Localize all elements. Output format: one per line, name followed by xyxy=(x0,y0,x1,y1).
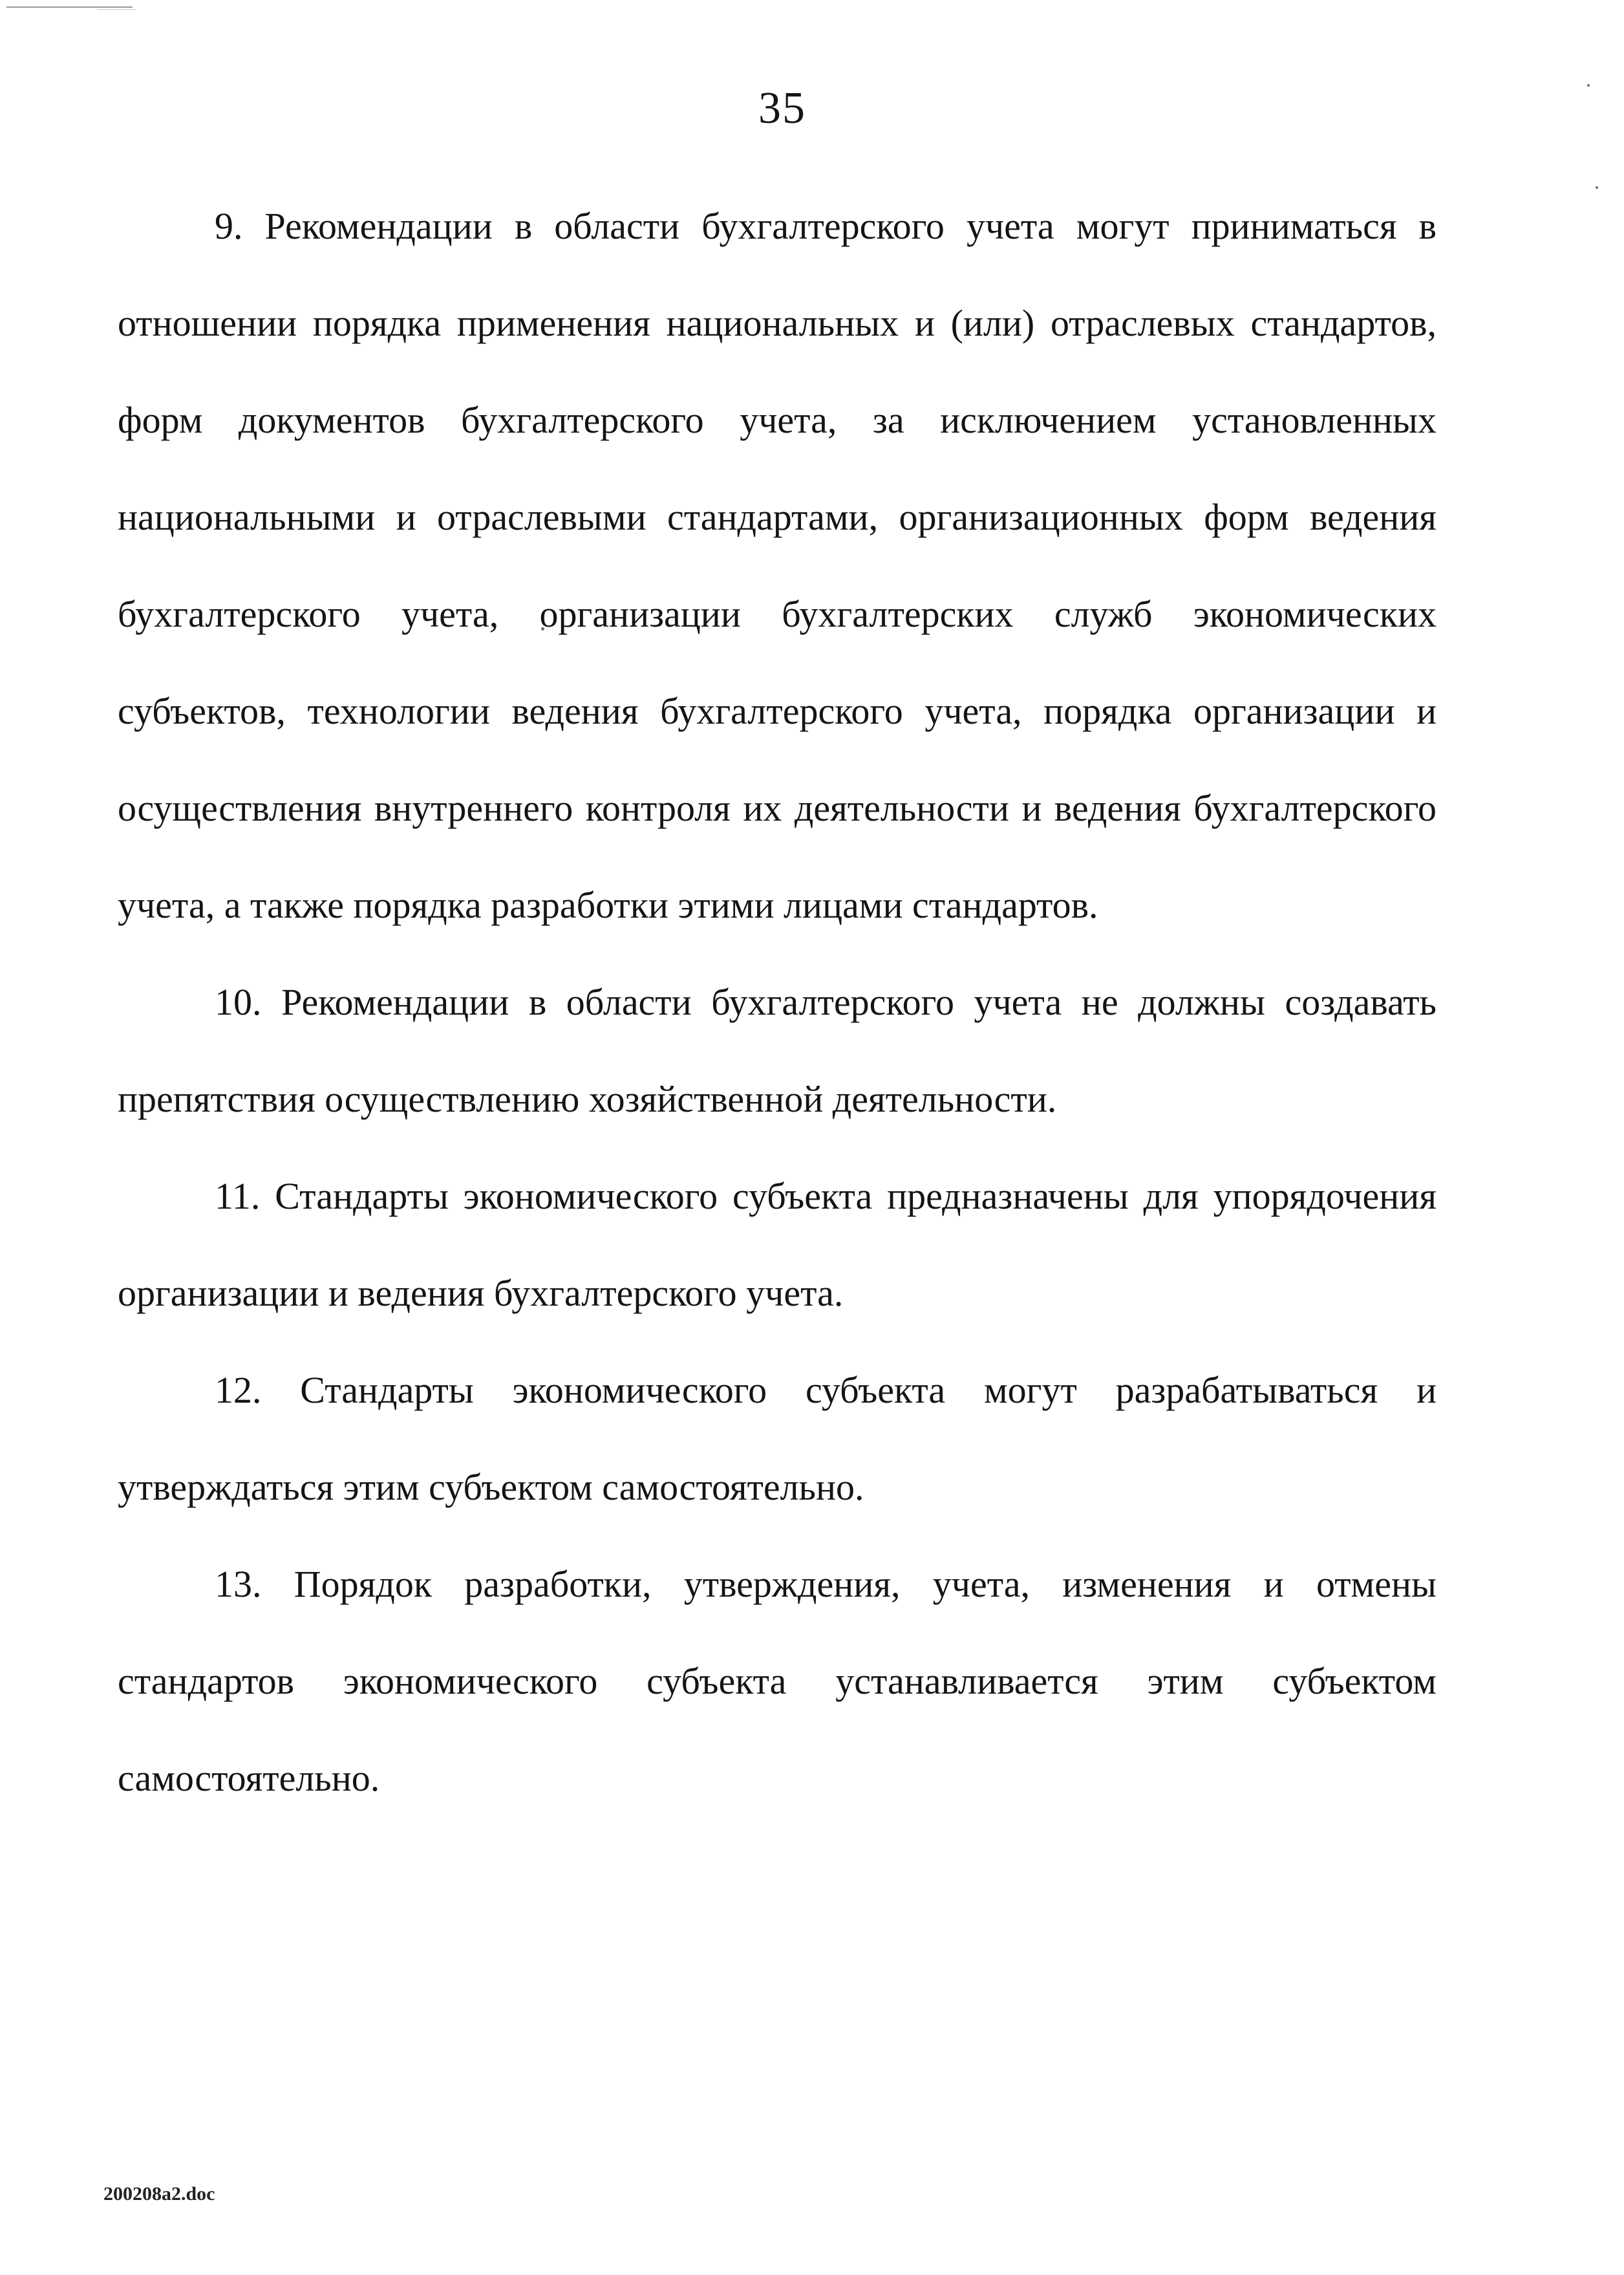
paragraph-10: 10. Рекомендации в области бухгалтерского учета не должны создавать препятствия осуществлению хозяйственной деятельности. xyxy=(118,981,1437,1120)
scan-edge-line-tail xyxy=(97,9,136,10)
page-number: 35 xyxy=(758,83,806,133)
scan-edge-line xyxy=(6,6,133,8)
paragraph-12: 12. Стандарты экономического субъекта могут разрабатываться и утверждаться этим субъектом самостоятельно. xyxy=(118,1369,1437,1508)
paragraph-9: 9. Рекомендации в области бухгалтерского учета могут приниматься в отношении порядка применения национальных и (или) отраслевых стандартов, форм документов бухгалтерского учета, за исключением установленных национальными и отраслевыми стандартами, организационных форм ведения бухгалтерского учета, организации бухгалтерских служб экономических субъектов, технологии ведения бухгалтерского учета, порядка организации и осуществления внутреннего контроля их деятельности и ведения бухгалтерского учета, а также порядка разработки этими лицами стандартов. xyxy=(118,205,1437,926)
footer-file-name: 200208a2.doc xyxy=(103,2183,215,2205)
paragraph-13: 13. Порядок разработки, утверждения, учета, изменения и отмены стандартов экономического субъекта устанавливается этим субъектом самостоятельно. xyxy=(118,1563,1437,1799)
scan-speck xyxy=(1596,186,1598,189)
paragraph-11: 11. Стандарты экономического субъекта предназначены для упорядочения организации и ведения бухгалтерского учета. xyxy=(118,1175,1437,1314)
document-body xyxy=(118,178,1437,1827)
scan-speck xyxy=(1587,84,1590,87)
